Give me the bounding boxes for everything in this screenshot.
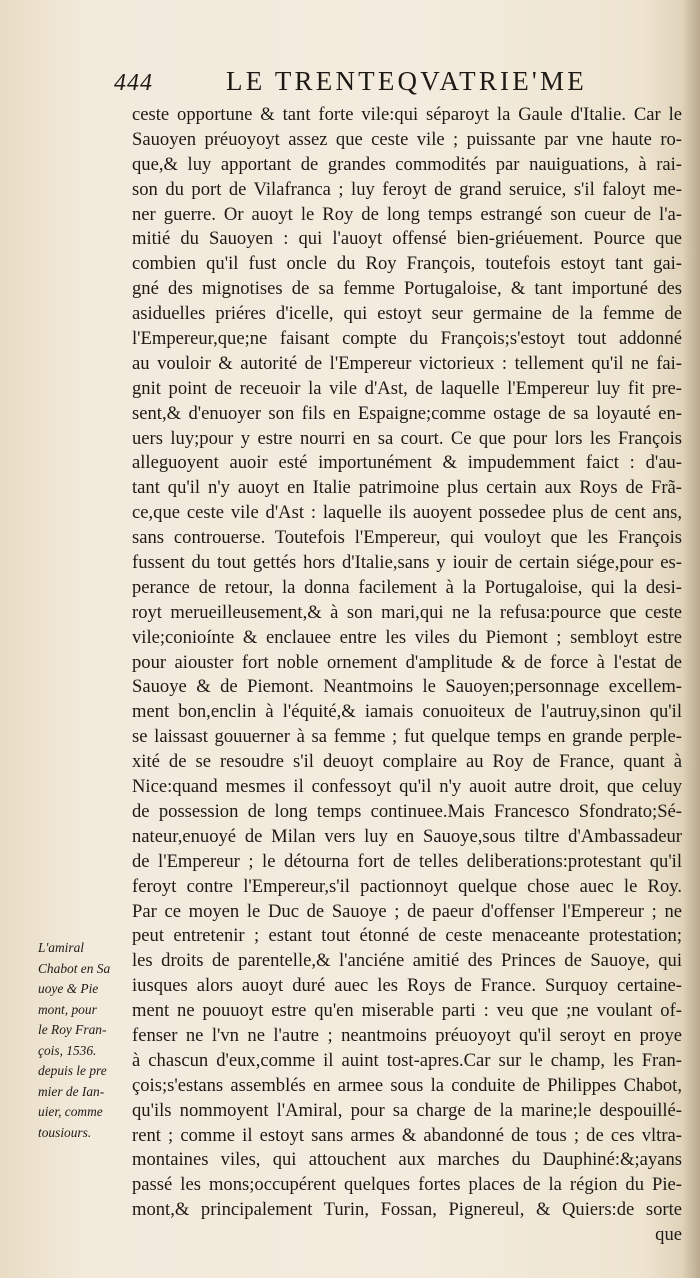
margin-note [38, 938, 132, 1143]
text-line: fenser ne l'vn ne l'autre ; neantmoins préuoyoyt qu'il seroyt en proye [132, 1024, 682, 1046]
text-line: vile;conioínte & enclauee entre les viles du Piemont ; sembloyt estre [132, 626, 682, 648]
text-line: xité de se resoudre s'il deuoyt complaire au Roy de France, quant à [132, 751, 682, 773]
margin-note-line: le Roy Fran- [38, 1022, 107, 1037]
text-line: de possession de long temps continuee.Mais Francesco Sfondrato;Sé- [132, 800, 682, 822]
text-line: çois;s'estans assemblés en armee sous la conduite de Philippes Chabot, [132, 1074, 682, 1096]
text-line: gnit point de receuoir la vile d'Ast, de laquelle l'Empereur luy fit pre- [132, 377, 682, 399]
margin-note-line: uoye & Pie [38, 981, 99, 996]
catchword: que [655, 1224, 682, 1246]
text-line: les droits de parentelle,& l'anciéne amitié des Princes de Sauoye, qui [132, 950, 682, 972]
text-line: rent ; comme il estoyt sans armes & abandonné de tous ; de ces vltra- [132, 1124, 682, 1146]
text-line: ce,que ceste vile d'Ast : laquelle ils auoyent possedee plus de cent ans, [132, 502, 682, 524]
text-line: Par ce moyen le Duc de Sauoye ; de paeur d'offenser l'Empereur ; ne [132, 900, 682, 922]
margin-note-line: mier de Ian- [38, 1083, 105, 1099]
text-line: ment ne pouuoyt estre qu'en miserable parti : veu que ;ne voulant of- [132, 1000, 682, 1022]
page-header [114, 66, 684, 100]
text-line: passé les mons;occupérent quelques fortes places de la région du Pie- [132, 1174, 682, 1196]
text-line: uers luy;pour y estre nourri en sa court. Ce que pour lors les François [132, 427, 682, 449]
text-line: fussent du tout gettés hors d'Italie,sans y iouir de certain siége,pour es- [132, 552, 682, 574]
text-line: iusques alors auoyt duré auec les Roys de France. Surquoy certaine- [132, 975, 682, 997]
margin-note-line: depuis le pre [38, 1063, 107, 1078]
text-line: ceste opportune & tant forte vile:qui séparoyt la Gaule d'Italie. Car le [132, 104, 682, 125]
text-line: ment bon,enclin à l'équité,& iamais conuoiteux de l'autruy,sinon qu'il [132, 701, 682, 723]
text-line: asiduelles priéres d'icelle, qui estoyt seur germaine de la femme de [132, 303, 682, 325]
text-line: perance de retour, la donna facilement à la Portugaloise, qui la desi- [132, 576, 682, 598]
text-line: de l'Empereur ; le détourna fort de telles deliberations:protestant qu'il [132, 850, 682, 872]
text-line: au vouloir & autorité de l'Empereur victorieux : tellement qu'il ne fai- [132, 352, 682, 374]
text-line: à chascun d'eux,comme il auint tost-apres.Car sur le champ, les Fran- [132, 1049, 682, 1071]
text-line: que,& luy apportant de grandes commodités par nauiguations, à rai- [132, 153, 682, 175]
text-line: combien qu'il fust oncle du Roy François, toutefois estoyt tant gai- [132, 253, 682, 275]
text-line: royt merueilleusement,& à son mari,qui ne la refusa:pource que ceste [132, 601, 682, 623]
running-head: LE TRENTEQVATRIE'ME [226, 66, 587, 96]
text-line: se laissast gouuerner à sa femme ; fut quelque temps en grande perple- [132, 726, 682, 748]
margin-note-line: L'amiral [38, 940, 85, 955]
page-number: 444 [114, 70, 153, 96]
text-line: mitié du Sauoyen : qui l'auoyt offensé bien-griéuement. Pource que [132, 228, 682, 250]
margin-note-line: tousiours. [38, 1124, 92, 1140]
text-line: nateur,enuoyé de Milan vers luy en Sauoye,sous tiltre d'Ambassadeur [132, 825, 682, 847]
text-line: montaines viles, qui attouchent aux marches du Dauphiné:&;ayans [132, 1149, 682, 1171]
text-line: alleguoyent auoir esté importunément & impudemment faict : d'au- [132, 452, 682, 474]
text-line: pour aiouster fort noble ornement d'amplitude & de force à l'estat de [132, 651, 682, 673]
margin-note-line: uier, comme [38, 1104, 103, 1119]
text-line: Nice:quand mesmes il confessoyt qu'il n'y auoit autre droit, que celuy [132, 776, 682, 798]
text-line: l'Empereur,que;ne faisant compte du François;s'estoyt tout addonné [132, 328, 682, 350]
body-text [132, 103, 682, 1248]
text-line: Sauoyen préuoyoyt assez que ceste vile ; puissante par vne haute ro- [132, 128, 682, 150]
page-edge-shadow [682, 0, 700, 1278]
text-line: Sauoye & de Piemont. Neantmoins le Sauoyen;personnage excellem- [132, 676, 682, 698]
margin-note-line: mont, pour [38, 1001, 97, 1017]
margin-note-line: Chabot en Sa [38, 960, 111, 976]
margin-note-line: çois, 1536. [38, 1042, 97, 1058]
text-line: sent,& d'enuoyer son fils en Espaigne;comme ostage de sa loyauté en- [132, 402, 682, 424]
text-line: ner guerre. Or auoyt le Roy de long temps estrangé son cueur de l'a- [132, 203, 682, 225]
text-line: mont,& principalement Turin, Fossan, Pignereul, & Quiers:de sorte [132, 1199, 682, 1221]
text-line: gné des mignotises de sa femme Portugaloise, & tant importuné des [132, 278, 682, 300]
text-line: sans controuerse. Toutefois l'Empereur, qui vouloyt que les François [132, 527, 682, 549]
text-line: qu'ils nommoyent l'Amiral, pour sa charge de la marine;le despouillé- [132, 1099, 682, 1121]
text-line: tant qu'il n'y auoyt en Italie patrimoine plus certain aux Roys de Frã- [132, 477, 682, 499]
text-line: peut entretenir ; estant tout étonné de ceste menaceante protestation; [132, 925, 682, 947]
text-line: feroyt contre l'Empereur,s'il pactionnoyt quelque chose auec le Roy. [132, 875, 682, 897]
text-line: son du port de Vilafranca ; luy feroyt de grand seruice, s'il faloyt me- [132, 178, 682, 200]
